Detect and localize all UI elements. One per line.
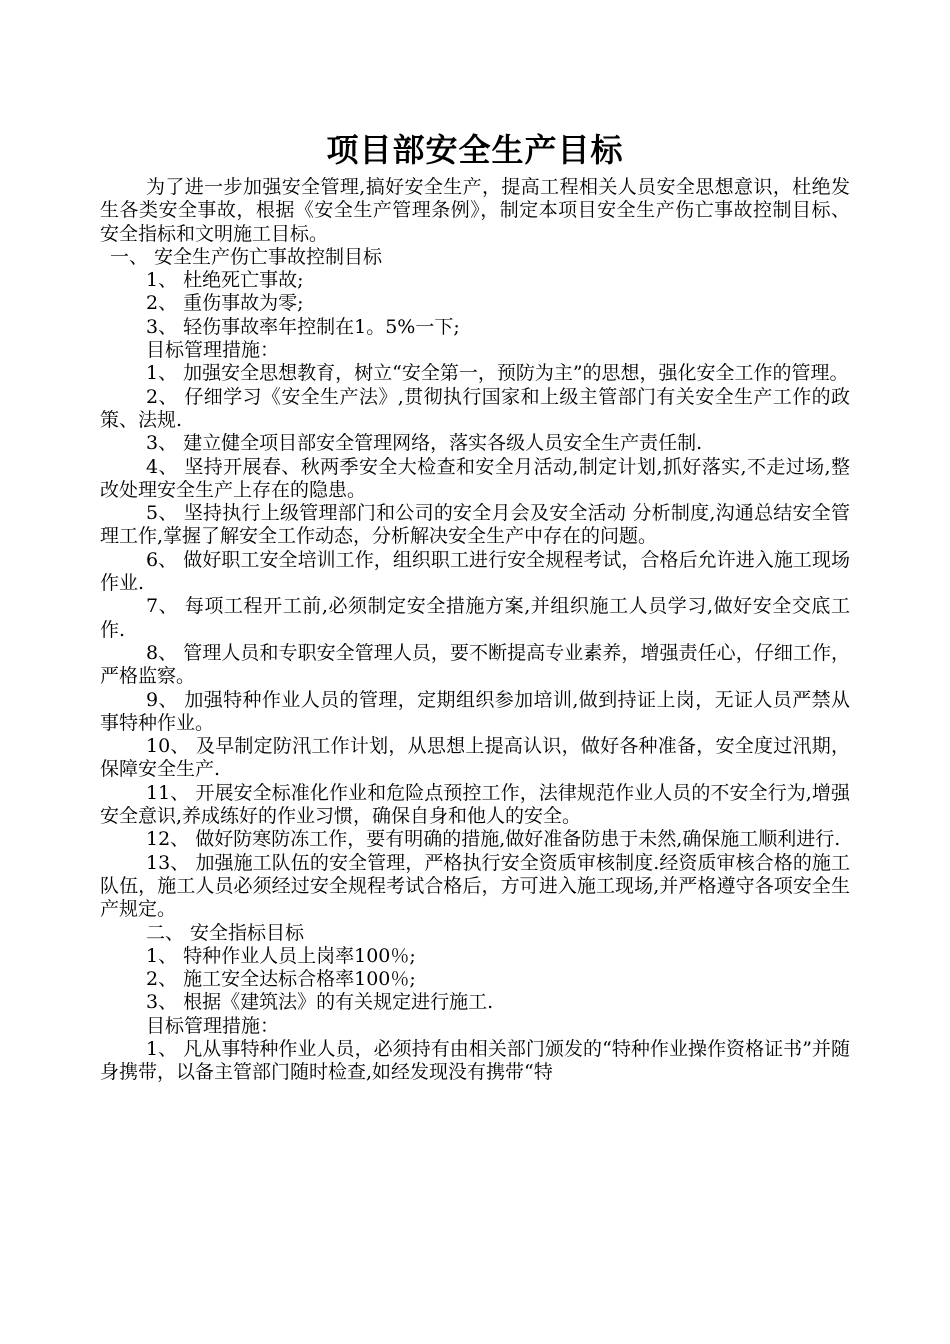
- section-2-target: 2、 施工安全达标合格率100％;: [146, 968, 416, 991]
- document-title: 项目部安全生产目标: [326, 131, 624, 169]
- section-1-measures-heading: 目标管理措施：: [146, 339, 280, 362]
- section-2-target: 1、 特种作业人员上岗率100％;: [146, 944, 416, 967]
- section-1-measure: 5、 坚持执行上级管理部门和公司的安全月会及安全活动 分析制度,沟通总结安全管理工作,掌握了解安全工作动态，分析解决安全生产中存在的问题。: [100, 502, 850, 548]
- section-1-measure: 8、 管理人员和专职安全管理人员，要不断提高专业素养，增强责任心，仔细工作，严格监察。: [100, 641, 850, 688]
- section-1-target: 1、 杜绝死亡事故;: [146, 269, 304, 292]
- section-1-measure: 11、 开展安全标准化作业和危险点预控工作，法律规范作业人员的不安全行为,增强安全意识,养成练好的作业习惯，确保自身和他人的安全。: [100, 781, 850, 828]
- section-1-measure: 9、 加强特种作业人员的管理，定期组织参加培训,做到持证上岗，无证人员严禁从事特种作业。: [100, 688, 850, 734]
- section-2-heading: 二、 安全指标目标: [146, 921, 305, 944]
- section-2-measure: 1、 凡从事特种作业人员，必须持有由相关部门颁发的“特种作业操作资格证书”并随身携带，以备主管部门随时检查,如经发现没有携带“特: [100, 1037, 850, 1084]
- intro-paragraph: 为了进一步加强安全管理,搞好安全生产，提高工程相关人员安全思想意识，杜绝发生各类安全事故，根据《安全生产管理条例》，制定本项目安全生产伤亡事故控制目标、安全指标和文明施工目标。: [100, 176, 850, 245]
- section-1-measure: 2、 仔细学习《安全生产法》,贯彻执行国家和上级主管部门有关安全生产工作的政策、法规.: [100, 385, 850, 431]
- section-1-measure: 4、 坚持开展春、秋两季安全大检查和安全月活动,制定计划,抓好落实,不走过场,整改处理安全生产上存在的隐患。: [100, 455, 850, 501]
- section-1-measure: 12、 做好防寒防冻工作，要有明确的措施,做好准备防患于未然,确保施工顺利进行.: [146, 828, 841, 851]
- section-1-heading: 一、 安全生产伤亡事故控制目标: [110, 245, 383, 268]
- section-1-measure: 1、 加强安全思想教育，树立“安全第一，预防为主”的思想，强化安全工作的管理。: [146, 362, 849, 385]
- document-body: [100, 128, 850, 1085]
- section-1-measure: 7、 每项工程开工前,必须制定安全措施方案,并组织施工人员学习,做好安全交底工作.: [100, 595, 850, 641]
- section-1-measure: 6、 做好职工安全培训工作，组织职工进行安全规程考试，合格后允许进入施工现场作业.: [100, 548, 850, 595]
- section-1-measure: 13、 加强施工队伍的安全管理，严格执行安全资质审核制度.经资质审核合格的施工队伍，施工人员必须经过安全规程考试合格后，方可进入施工现场,并严格遵守各项安全生产规定。: [100, 851, 850, 921]
- section-1-target: 3、 轻伤事故率年控制在1。5%一下;: [146, 315, 460, 338]
- section-1-measure: 10、 及早制定防汛工作计划，从思想上提高认识，做好各种准备，安全度过汛期，保障安全生产.: [100, 735, 850, 781]
- section-1-measure: 3、 建立健全项目部安全管理网络，落实各级人员安全生产责任制.: [146, 432, 703, 455]
- section-2-measures-heading: 目标管理措施：: [146, 1014, 280, 1037]
- section-2-target: 3、 根据《建筑法》的有关规定进行施工.: [146, 991, 494, 1014]
- section-1-target: 2、 重伤事故为零;: [146, 292, 304, 315]
